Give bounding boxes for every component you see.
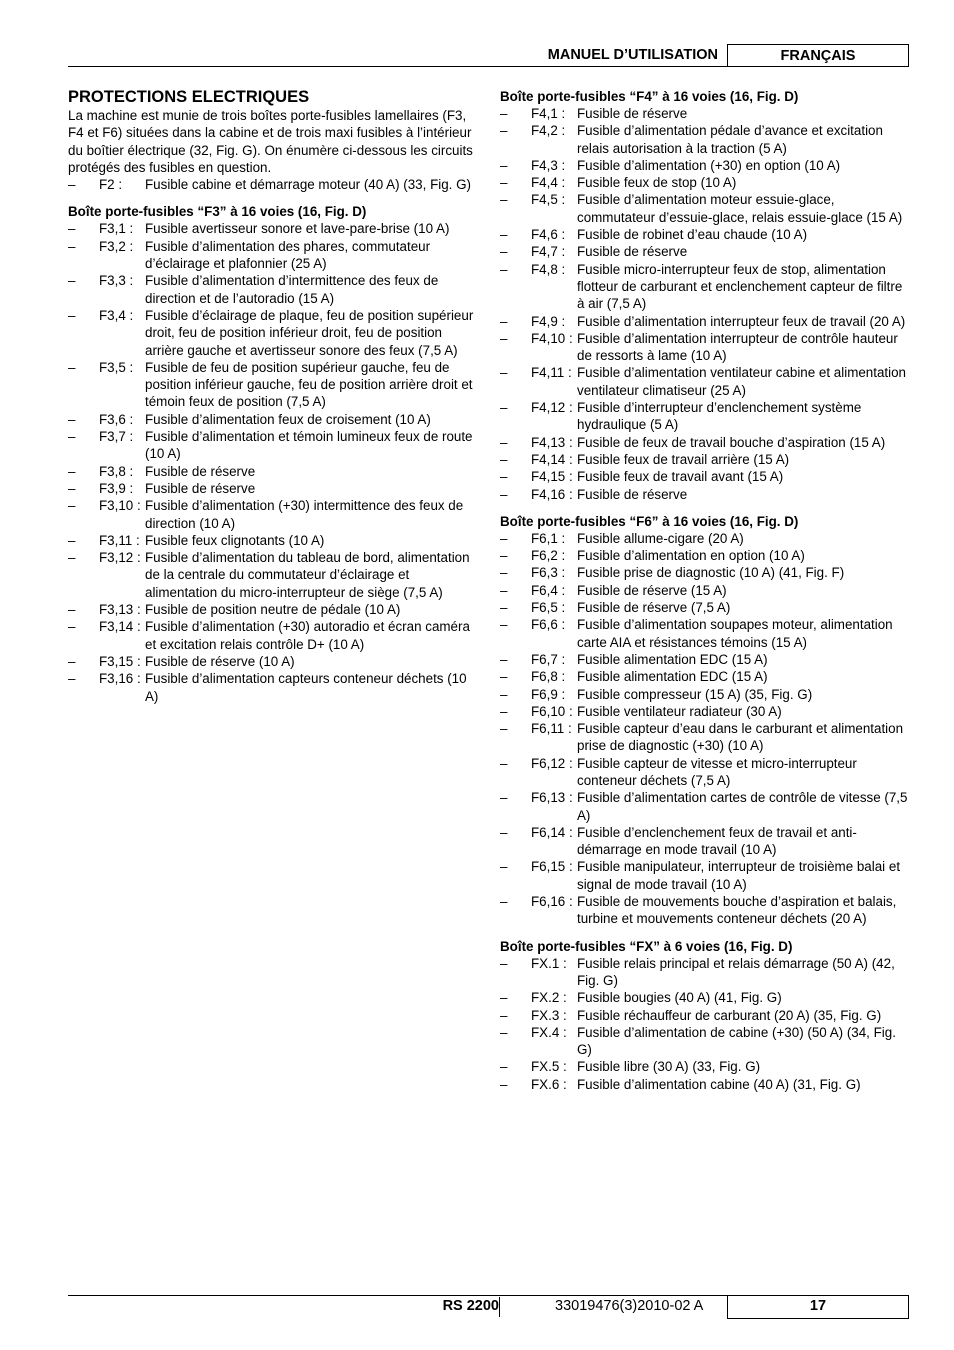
fuse-code: F6,4 : (531, 582, 566, 598)
fuse-code: F4,6 : (531, 227, 566, 243)
list-dash: – (68, 221, 76, 237)
list-dash: – (500, 894, 508, 910)
list-dash: – (68, 480, 76, 496)
fuse-box-title: Boîte porte-fusibles “F6” à 16 voies (16, Fig. D) (500, 513, 799, 529)
list-dash: – (500, 157, 508, 173)
fuse-description: Fusible allume-cigare (20 A) (577, 530, 744, 546)
list-dash: – (500, 1059, 508, 1075)
list-dash: – (500, 451, 508, 467)
list-dash: – (68, 602, 76, 618)
fuse-code: F3,7 : (99, 429, 134, 445)
fuse-box-fx (500, 938, 910, 1093)
list-item (500, 1007, 910, 1024)
list-item (500, 191, 910, 226)
list-dash: – (500, 721, 508, 737)
list-item (500, 486, 910, 503)
fuse-description: Fusible compresseur (15 A) (35, Fig. G) (577, 686, 813, 702)
document-code: 33019476(3)2010-02 A (555, 1298, 704, 1314)
fuse-description: Fusible de réserve (577, 486, 688, 502)
list-dash: – (68, 463, 76, 479)
fuse-description: Fusible capteur d’eau dans le carburant et alimentation prise de diagnostic (+30) (10 A) (577, 721, 904, 754)
list-item (500, 582, 910, 599)
fuse-code: F4,8 : (531, 261, 566, 277)
fuse-box-title: Boîte porte-fusibles “F4” à 16 voies (16, Fig. D) (500, 89, 799, 104)
fuse-code: F3,1 : (99, 221, 134, 237)
fuse-description: Fusible d’alimentation capteurs conteneur déchets (10 A) (145, 671, 467, 704)
section-title: PROTECTIONS ELECTRIQUES (68, 88, 310, 106)
fuse-code: F6,15 : (531, 859, 573, 875)
fuse-description: Fusible de réserve (577, 244, 688, 260)
list-dash: – (68, 359, 76, 375)
fuse-description: Fusible de feu de position supérieur gauche, feu de position inférieur gauche, feu de position arrière droit et témoin feux de position (7,5 A) (145, 359, 473, 410)
list-dash: – (68, 238, 76, 254)
list-item (68, 480, 478, 497)
fuse-description: Fusible prise de diagnostic (10 A) (41, Fig. F) (577, 565, 845, 581)
list-dash: – (500, 175, 508, 191)
list-item (500, 1076, 910, 1093)
fuse-code: F3,3 : (99, 273, 134, 289)
fuse-description: Fusible d’alimentation d’intermittence des feux de direction et de l’autoradio (15 A) (145, 273, 439, 306)
manual-title: MANUEL D’UTILISATION (547, 47, 718, 63)
fuse-description: Fusible micro-interrupteur feux de stop, alimentation flotteur de carburant et enclenchement capteur de filtre à air (7,5 A) (577, 261, 903, 312)
fuse-code: F6,16 : (531, 894, 573, 910)
list-item (500, 893, 910, 928)
list-item (500, 451, 910, 468)
fuse-code: F4,9 : (531, 313, 566, 329)
list-dash: – (68, 532, 76, 548)
list-dash: – (68, 273, 76, 289)
fuse-description: Fusible d’alimentation feux de croisement (10 A) (145, 411, 431, 427)
list-item (68, 653, 478, 670)
fuse-description: Fusible alimentation EDC (15 A) (577, 651, 768, 667)
fuse-code: F3,9 : (99, 480, 134, 496)
list-item (68, 549, 478, 601)
fuse-code: F6,3 : (531, 565, 566, 581)
list-dash: – (500, 582, 508, 598)
list-dash: – (500, 755, 508, 771)
fuse-box-title: Boîte porte-fusibles “F3” à 16 voies (16, Fig. D) (68, 204, 367, 220)
fuse-list (68, 220, 478, 704)
list-dash: – (68, 653, 76, 669)
list-item (500, 858, 910, 893)
list-item (500, 616, 910, 651)
fuse-description: Fusible d’alimentation (+30) en option (10 A) (577, 157, 841, 173)
list-item (500, 530, 910, 547)
list-dash: – (500, 469, 508, 485)
fuse-description: Fusible d’alimentation cartes de contrôle de vitesse (7,5 A) (577, 790, 908, 823)
fuse-code: F6,13 : (531, 790, 573, 806)
list-item (68, 601, 478, 618)
fuse-description: Fusible d’alimentation moteur essuie-glace, commutateur d’essuie-glace, relais essuie-glace (15 A) (577, 192, 903, 225)
fuse-box-title: Boîte porte-fusibles “FX” à 6 voies (16, Fig. D) (500, 938, 793, 954)
list-item (500, 955, 910, 990)
fuse-description: Fusible de robinet d’eau chaude (10 A) (577, 227, 808, 243)
fuse-code: F3,13 : (99, 602, 141, 618)
fuse-description: Fusible d’alimentation interrupteur feux de travail (20 A) (577, 313, 906, 329)
list-dash: – (500, 192, 508, 208)
fuse-code: F6,9 : (531, 686, 566, 702)
left-column (68, 88, 478, 715)
fuse-code: FX.2 : (531, 990, 567, 1006)
fuse-code: F4,1 : (531, 106, 566, 121)
list-dash: – (500, 1076, 508, 1092)
list-dash: – (68, 411, 76, 427)
list-dash: – (68, 671, 76, 687)
fuse-description: Fusible d’alimentation cabine (40 A) (31, Fig. G) (577, 1076, 861, 1092)
list-item (500, 564, 910, 581)
list-item (68, 238, 478, 273)
list-dash: – (68, 177, 76, 193)
list-item (500, 105, 910, 122)
list-dash: – (68, 619, 76, 635)
list-dash: – (500, 703, 508, 719)
fuse-description: Fusible de réserve (7,5 A) (577, 600, 731, 616)
list-item (68, 411, 478, 428)
list-dash: – (500, 1007, 508, 1023)
fuse-description: Fusible de réserve (145, 480, 256, 496)
list-dash: – (500, 790, 508, 806)
list-item (500, 313, 910, 330)
fuse-description: Fusible d’alimentation soupapes moteur, alimentation carte AIA et résistances témoins (15 A) (577, 617, 893, 650)
fuse-code: F4,10 : (531, 330, 573, 346)
list-dash: – (500, 651, 508, 667)
page-header (68, 44, 909, 68)
list-item (68, 532, 478, 549)
list-dash: – (68, 550, 76, 566)
fuse-code: F4,7 : (531, 244, 566, 260)
fuse-description: Fusible d’éclairage de plaque, feu de position supérieur droit, feu de position inférieur droit, feu de position arrière gauche et avertisseur sonore des feux (7,5 A) (145, 307, 474, 358)
fuse-code: F4,5 : (531, 192, 566, 208)
fuse-code: F4,2 : (531, 123, 566, 139)
list-item (68, 428, 478, 463)
fuse-code: F4,13 : (531, 434, 573, 450)
fuse-code: FX.4 : (531, 1024, 567, 1040)
list-dash: – (500, 330, 508, 346)
list-dash: – (68, 429, 76, 445)
fuse-code: F3,16 : (99, 671, 141, 687)
list-dash: – (68, 307, 76, 323)
list-dash: – (68, 498, 76, 514)
right-column (500, 88, 910, 1103)
fuse-list (500, 955, 910, 1093)
fuse-description: Fusible d’alimentation (+30) intermittence des feux de direction (10 A) (145, 498, 464, 531)
list-item (68, 670, 478, 705)
fuse-description: Fusible d’interrupteur d’enclenchement système hydraulique (5 A) (577, 400, 862, 433)
page-number: 17 (727, 1295, 909, 1319)
list-item (500, 399, 910, 434)
list-item (68, 359, 478, 411)
list-dash: – (500, 669, 508, 685)
fuse-description: Fusible relais principal et relais démarrage (50 A) (42, Fig. G) (577, 955, 895, 988)
list-item (500, 668, 910, 685)
fuse-description: Fusible avertisseur sonore et lave-pare-brise (10 A) (145, 221, 450, 237)
list-item (500, 599, 910, 616)
fuse-description: Fusible feux de travail arrière (15 A) (577, 451, 790, 467)
fuse-code: F6,10 : (531, 703, 573, 719)
list-dash: – (500, 365, 508, 381)
list-item-f2 (68, 176, 478, 193)
fuse-description: Fusible d’alimentation pédale d’avance et excitation relais autorisation à la traction (5 A) (577, 123, 883, 156)
fuse-description: Fusible feux de stop (10 A) (577, 175, 737, 191)
list-item (500, 547, 910, 564)
list-item (500, 720, 910, 755)
fuse-code: F4,14 : (531, 451, 573, 467)
list-dash: – (500, 261, 508, 277)
fuse-code: F6,2 : (531, 548, 566, 564)
fuse-description: Fusible feux de travail avant (15 A) (577, 469, 784, 485)
list-item (68, 618, 478, 653)
list-dash: – (500, 227, 508, 243)
list-item (500, 122, 910, 157)
fuse-list (500, 530, 910, 928)
fuse-description: Fusible d’enclenchement feux de travail et anti-démarrage en mode travail (10 A) (577, 824, 857, 858)
fuse-code: F3,11 : (99, 532, 140, 548)
fuse-description: Fusible ventilateur radiateur (30 A) (577, 703, 782, 719)
list-dash: – (500, 686, 508, 702)
fuse-description: Fusible de position neutre de pédale (10 A) (145, 602, 401, 618)
list-dash: – (500, 123, 508, 139)
model-name: RS 2200 (442, 1298, 499, 1314)
list-item (500, 157, 910, 174)
fuse-code: F3,2 : (99, 238, 134, 254)
footer-divider (499, 1297, 500, 1317)
list-dash: – (500, 486, 508, 502)
list-item (500, 243, 910, 260)
list-item (500, 651, 910, 668)
list-item (500, 989, 910, 1006)
fuse-description: Fusible d’alimentation du tableau de bord, alimentation de la centrale du commutateur d’éclairage et alimentation du micro-interrupteur de siège (7,5 A) (145, 550, 470, 600)
fuse-description: Fusible bougies (40 A) (41, Fig. G) (577, 990, 782, 1006)
list-dash: – (500, 400, 508, 416)
fuse-description: Fusible capteur de vitesse et micro-interrupteur conteneur déchets (7,5 A) (577, 755, 857, 788)
list-item (500, 261, 910, 313)
fuse-code: F4,16 : (531, 486, 573, 502)
fuse-description: Fusible d’alimentation des phares, commutateur d’éclairage et plafonnier (25 A) (145, 238, 431, 272)
fuse-code: FX.6 : (531, 1076, 567, 1092)
fuse-description: Fusible de réserve (10 A) (145, 653, 295, 669)
list-dash: – (500, 955, 508, 971)
list-item (500, 468, 910, 485)
fuse-code: FX.3 : (531, 1007, 567, 1023)
fuse-description: Fusible libre (30 A) (33, Fig. G) (577, 1059, 761, 1075)
fuse-code: F6,14 : (531, 824, 573, 840)
list-item (500, 226, 910, 243)
list-item (500, 1058, 910, 1075)
fuse-code: F3,12 : (99, 550, 141, 566)
list-dash: – (500, 434, 508, 450)
fuse-description: Fusible d’alimentation (+30) autoradio et écran caméra et excitation relais contrôle D+ (10 A) (145, 619, 470, 652)
fuse-code: F3,6 : (99, 411, 134, 427)
list-dash: – (500, 859, 508, 875)
fuse-code: F4,12 : (531, 400, 573, 416)
list-item (500, 824, 910, 859)
fuse-code: F6,6 : (531, 617, 566, 633)
fuse-description: Fusible d’alimentation et témoin lumineux feux de route (10 A) (145, 429, 473, 462)
list-dash: – (500, 106, 508, 121)
language-label: FRANÇAIS (727, 44, 909, 67)
list-item (68, 307, 478, 359)
fuse-code: F4,15 : (531, 469, 573, 485)
list-dash: – (500, 313, 508, 329)
fuse-description: Fusible réchauffeur de carburant (20 A) (35, Fig. G) (577, 1007, 882, 1023)
intro-paragraph: La machine est munie de trois boîtes porte-fusibles lamellaires (F3, F4 et F6) situées dans la cabine et de trois maxi fusibles à l’intérieur du boîtier électrique (32, Fig. G). On énumère ci-dessous les circuits protégés des fusibles en question. (68, 108, 473, 175)
fuse-box-f3 (68, 203, 478, 704)
list-item (500, 330, 910, 365)
list-item (68, 220, 478, 237)
list-item (500, 1024, 910, 1059)
list-item (500, 686, 910, 703)
fuse-code: FX.5 : (531, 1059, 567, 1075)
fuse-code: F3,5 : (99, 359, 134, 375)
fuse-code: F3,8 : (99, 463, 134, 479)
fuse-description: Fusible de réserve (15 A) (577, 582, 727, 598)
fuse-code: F6,12 : (531, 755, 573, 771)
list-item (68, 272, 478, 307)
fuse-description: Fusible de réserve (577, 106, 688, 121)
fuse-description: Fusible de réserve (145, 463, 256, 479)
fuse-description: Fusible alimentation EDC (15 A) (577, 669, 768, 685)
list-dash: – (500, 617, 508, 633)
fuse-code: F3,15 : (99, 653, 141, 669)
list-dash: – (500, 600, 508, 616)
page-footer (68, 1295, 909, 1319)
fuse-code: F4,11 : (531, 365, 572, 381)
list-dash: – (500, 565, 508, 581)
list-dash: – (500, 824, 508, 840)
list-item (500, 434, 910, 451)
list-item (500, 755, 910, 790)
fuse-description: Fusible d’alimentation interrupteur de contrôle hauteur de ressorts à lame (10 A) (577, 330, 898, 364)
fuse-code: F6,5 : (531, 600, 566, 616)
fuse-code: F6,8 : (531, 669, 566, 685)
fuse-list (500, 105, 910, 503)
fuse-box-f6 (500, 513, 910, 928)
list-dash: – (500, 548, 508, 564)
fuse-description: Fusible d’alimentation ventilateur cabine et alimentation ventilateur climatiseur (25 A) (577, 365, 907, 398)
fuse-description: Fusible de feux de travail bouche d’aspiration (15 A) (577, 434, 886, 450)
list-item (500, 789, 910, 824)
list-item (500, 364, 910, 399)
list-dash: – (500, 530, 508, 546)
fuse-code: F3,10 : (99, 498, 141, 514)
list-item (500, 174, 910, 191)
fuse-code: F3,4 : (99, 307, 134, 323)
list-item (68, 497, 478, 532)
fuse-code: F6,7 : (531, 651, 566, 667)
fuse-box-f4 (500, 88, 910, 503)
fuse-description: Fusible manipulateur, interrupteur de troisième balai et signal de mode travail (10 A) (577, 859, 901, 892)
fuse-description: Fusible d’alimentation de cabine (+30) (50 A) (34, Fig. G) (577, 1024, 896, 1058)
fuse-code: F3,14 : (99, 619, 141, 635)
fuse-code: FX.1 : (531, 955, 567, 971)
list-item (500, 703, 910, 720)
fuse-description: Fusible d’alimentation en option (10 A) (577, 548, 805, 564)
fuse-code: F4,3 : (531, 157, 566, 173)
fuse-description: Fusible de mouvements bouche d’aspiration et balais, turbine et mouvements conteneur déchets (20 A) (577, 894, 897, 927)
fuse-code: F4,4 : (531, 175, 566, 191)
list-dash: – (500, 1024, 508, 1040)
fuse-code: F2 : (99, 177, 123, 193)
fuse-description: Fusible cabine et démarrage moteur (40 A) (33, Fig. G) (145, 177, 471, 193)
fuse-code: F6,1 : (531, 530, 566, 546)
list-item (68, 463, 478, 480)
fuse-description: Fusible feux clignotants (10 A) (145, 532, 325, 548)
fuse-code: F6,11 : (531, 721, 572, 737)
list-dash: – (500, 244, 508, 260)
list-dash: – (500, 990, 508, 1006)
